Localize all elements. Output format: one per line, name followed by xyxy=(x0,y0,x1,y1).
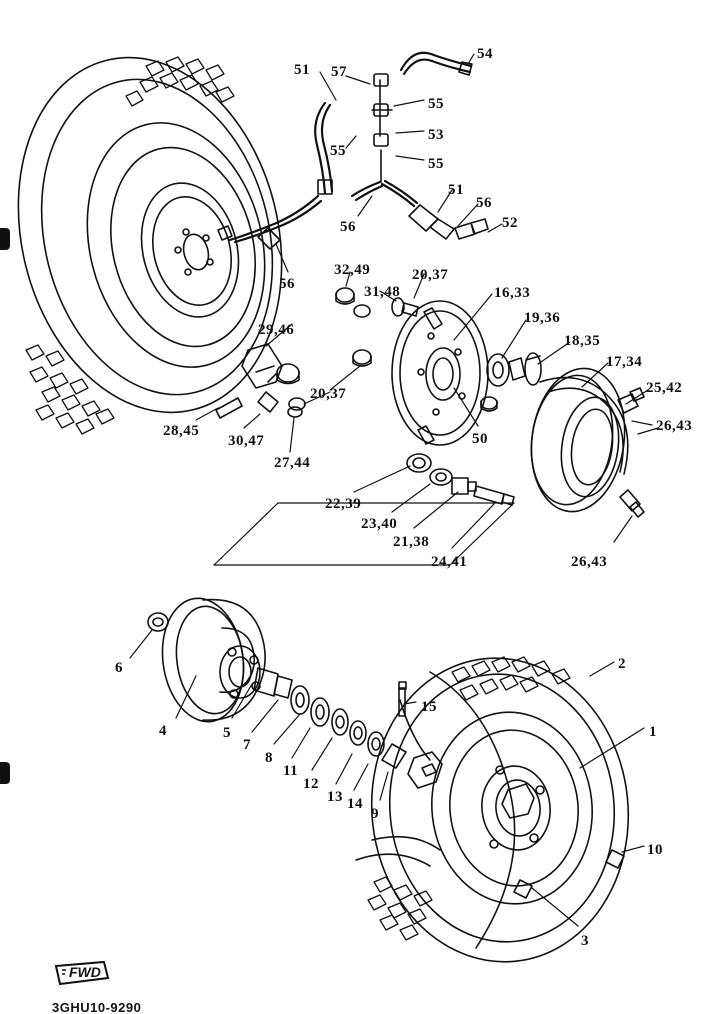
callout-number: 51 xyxy=(294,62,310,78)
fwd-direction-marker xyxy=(52,958,112,988)
callout-number: 27,44 xyxy=(274,455,311,471)
callout-number: 56 xyxy=(476,195,492,211)
callout-number: 55 xyxy=(428,96,444,112)
callout-number: 6 xyxy=(115,660,123,676)
callout-number: 55 xyxy=(428,156,444,172)
callout-number: 29,46 xyxy=(258,322,295,338)
brake-backing-plate xyxy=(392,301,488,445)
callout-number: 54 xyxy=(477,46,493,62)
axle-hardware-group xyxy=(407,454,514,505)
callout-number: 56 xyxy=(279,276,295,292)
callout-number: 16,33 xyxy=(494,285,531,301)
callout-number: 11 xyxy=(283,763,299,779)
front-hub-assembly xyxy=(148,593,442,788)
callout-number: 2 xyxy=(618,656,626,672)
camshaft-indicator-group xyxy=(487,353,541,386)
callout-number: 25,42 xyxy=(646,380,683,396)
callout-number: 53 xyxy=(428,127,444,143)
callout-number: 22,39 xyxy=(325,496,362,512)
callout-number: 26,43 xyxy=(656,418,693,434)
callout-number: 12 xyxy=(303,776,319,792)
callout-number: 10 xyxy=(647,842,663,858)
callout-number: 21,38 xyxy=(393,534,430,550)
diagram-id-label: 3GHU10-9290 xyxy=(52,1000,142,1014)
callout-number: 30,47 xyxy=(228,433,265,449)
callout-number: 9 xyxy=(371,806,379,822)
callout-number: 3 xyxy=(581,933,589,949)
callout-number: 28,45 xyxy=(163,423,200,439)
callout-number: 20,37 xyxy=(412,267,449,283)
leader-lines xyxy=(130,54,658,926)
callout-number: 31,48 xyxy=(364,284,401,300)
callout-number: 15 xyxy=(421,699,437,715)
callout-number: 8 xyxy=(265,750,273,766)
callout-number: 18,35 xyxy=(564,333,601,349)
callout-number: 17,34 xyxy=(606,354,643,370)
callout-number: 14 xyxy=(347,796,363,812)
callout-number: 57 xyxy=(331,64,347,80)
callout-number: 26,43 xyxy=(571,554,608,570)
callout-number: 5 xyxy=(223,725,231,741)
callout-number: 55 xyxy=(330,143,346,159)
callout-number: 56 xyxy=(340,219,356,235)
callout-number: 50 xyxy=(472,431,488,447)
callout-number: 1 xyxy=(649,724,657,740)
fwd-label-text: FWD xyxy=(69,964,101,980)
callout-number: 7 xyxy=(243,737,251,753)
callout-number: 51 xyxy=(448,182,464,198)
callout-number: 32,49 xyxy=(334,262,371,278)
callout-number: 24,41 xyxy=(431,554,468,570)
callout-number: 52 xyxy=(502,215,518,231)
callout-number: 19,36 xyxy=(524,310,561,326)
callout-number: 23,40 xyxy=(361,516,398,532)
callout-number: 20,37 xyxy=(310,386,347,402)
callout-number: 13 xyxy=(327,789,343,805)
callout-number: 4 xyxy=(159,723,167,739)
projection-lines xyxy=(214,421,652,565)
